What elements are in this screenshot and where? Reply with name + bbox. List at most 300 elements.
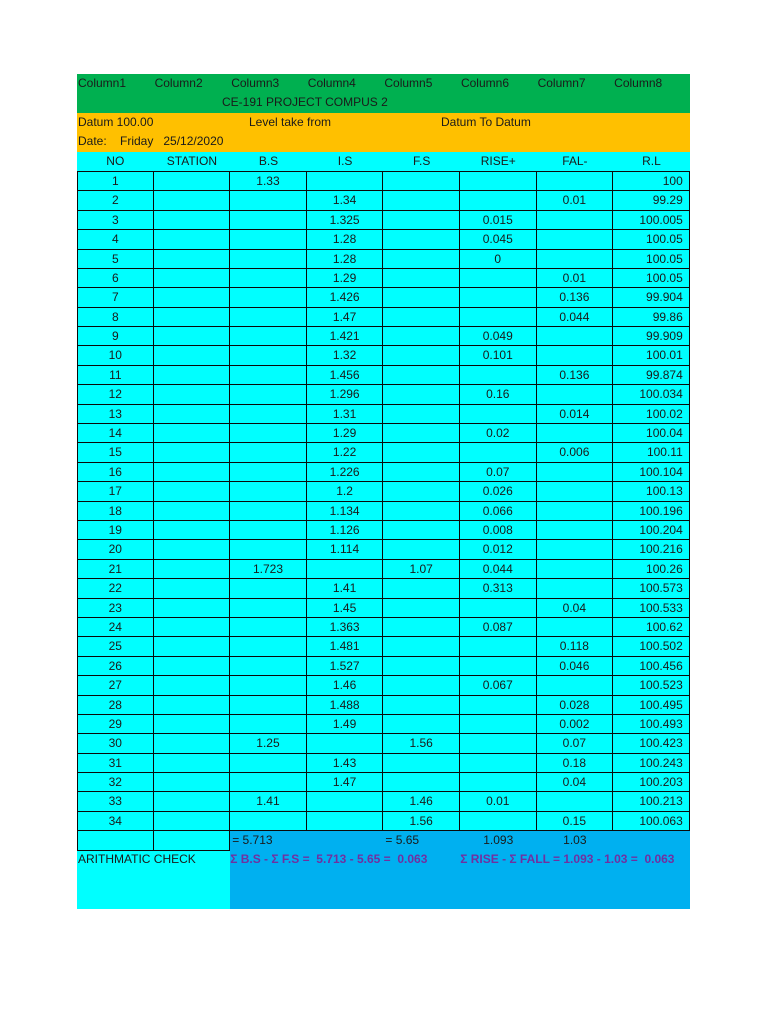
table-row <box>77 308 690 327</box>
cell-bs <box>230 230 307 249</box>
cell-station <box>154 599 231 618</box>
cell-rl: 100.11 <box>613 443 690 462</box>
cell-no: 26 <box>77 657 154 676</box>
column-header-4: Column4 <box>307 76 356 90</box>
cell-is: 1.226 <box>307 463 384 482</box>
cell-station <box>154 657 231 676</box>
cell-station <box>154 288 231 307</box>
cell-no: 33 <box>77 792 154 811</box>
total-rise: 1.093 <box>460 831 537 850</box>
cell-rl: 100.502 <box>613 637 690 656</box>
cell-fs <box>383 327 460 346</box>
cell-fs <box>383 482 460 501</box>
cell-no: 34 <box>77 812 154 831</box>
cell-no: 8 <box>77 308 154 327</box>
cell-bs <box>230 366 307 385</box>
cell-rl: 100.423 <box>613 734 690 753</box>
cell-rise <box>460 715 537 734</box>
table-row <box>77 579 690 598</box>
table-row <box>77 366 690 385</box>
cell-is: 1.527 <box>307 657 384 676</box>
datum-row <box>77 113 690 132</box>
cell-no: 13 <box>77 405 154 424</box>
cell-is: 1.488 <box>307 696 384 715</box>
cell-is: 1.28 <box>307 250 384 269</box>
cell-rise: 0.01 <box>460 792 537 811</box>
table-header-no: NO <box>106 153 125 168</box>
table-row <box>77 250 690 269</box>
cell-bs <box>230 540 307 559</box>
cell-no: 9 <box>77 327 154 346</box>
cell-rl: 100 <box>613 172 690 191</box>
cell-rl: 100.493 <box>613 715 690 734</box>
column-header-row <box>77 74 690 93</box>
cell-station <box>154 482 231 501</box>
cell-bs <box>230 599 307 618</box>
cell-rl: 100.216 <box>613 540 690 559</box>
cell-no: 3 <box>77 211 154 230</box>
table-header-rl: R.L <box>642 153 661 168</box>
cell-rise: 0.087 <box>460 618 537 637</box>
cell-no: 21 <box>77 560 154 579</box>
datum-label: Datum 100.00 <box>78 114 154 129</box>
cell-rise <box>460 637 537 656</box>
data-rows <box>77 172 690 831</box>
cell-rise <box>460 599 537 618</box>
table-row <box>77 696 690 715</box>
cell-fs <box>383 637 460 656</box>
cell-is: 1.32 <box>307 346 384 365</box>
cell-station <box>154 405 231 424</box>
cell-fall <box>537 618 614 637</box>
cell-fall <box>537 172 614 191</box>
cell-is: 1.34 <box>307 191 384 210</box>
cell-fs: 1.56 <box>383 812 460 831</box>
column-header-8: Column8 <box>614 76 663 90</box>
table-row <box>77 618 690 637</box>
column-header-6: Column6 <box>460 76 509 90</box>
table-row <box>77 754 690 773</box>
cell-bs <box>230 482 307 501</box>
cell-station <box>154 308 231 327</box>
table-row <box>77 657 690 676</box>
table-row <box>77 385 690 404</box>
cell-fall: 0.136 <box>537 366 614 385</box>
cell-bs <box>230 463 307 482</box>
cell-fall <box>537 579 614 598</box>
cell-station <box>154 346 231 365</box>
cell-is: 1.49 <box>307 715 384 734</box>
check-bs-fs: Σ B.S - Σ F.S = 5.713 - 5.65 = 0.063 <box>230 851 428 866</box>
table-row <box>77 482 690 501</box>
cell-fs: 1.46 <box>383 792 460 811</box>
cell-is <box>307 172 384 191</box>
table-row <box>77 502 690 521</box>
table-row <box>77 191 690 210</box>
cell-fs <box>383 250 460 269</box>
cell-fall <box>537 346 614 365</box>
cell-bs <box>230 288 307 307</box>
cell-fall: 0.046 <box>537 657 614 676</box>
cell-fs <box>383 773 460 792</box>
cell-is: 1.456 <box>307 366 384 385</box>
cell-station <box>154 560 231 579</box>
cell-bs <box>230 250 307 269</box>
cell-station <box>154 502 231 521</box>
cell-fs <box>383 405 460 424</box>
cell-station <box>154 211 231 230</box>
total-is <box>307 831 384 850</box>
totals-station-cell <box>154 831 231 850</box>
cell-fall: 0.014 <box>537 405 614 424</box>
cell-bs: 1.33 <box>230 172 307 191</box>
cell-is: 1.43 <box>307 754 384 773</box>
cell-no: 18 <box>77 502 154 521</box>
table-row <box>77 463 690 482</box>
date-label: Date: Friday 25/12/2020 <box>78 134 224 149</box>
cell-rl: 100.495 <box>613 696 690 715</box>
cell-fall <box>537 250 614 269</box>
cell-is: 1.47 <box>307 308 384 327</box>
cell-fall: 0.01 <box>537 269 614 288</box>
level-label: Level take from <box>249 114 332 129</box>
cell-rl: 100.104 <box>613 463 690 482</box>
cell-station <box>154 327 231 346</box>
cell-fs <box>383 172 460 191</box>
cell-is: 1.31 <box>307 405 384 424</box>
cell-is <box>307 792 384 811</box>
cell-rise <box>460 288 537 307</box>
cell-rl: 99.909 <box>613 327 690 346</box>
table-row <box>77 405 690 424</box>
cell-no: 11 <box>77 366 154 385</box>
cell-rl: 100.456 <box>613 657 690 676</box>
cell-fall: 0.04 <box>537 599 614 618</box>
cell-station <box>154 715 231 734</box>
cell-bs <box>230 715 307 734</box>
cell-no: 23 <box>77 599 154 618</box>
cell-is: 1.41 <box>307 579 384 598</box>
cell-is: 1.296 <box>307 385 384 404</box>
cell-rise: 0.313 <box>460 579 537 598</box>
cell-rise: 0.044 <box>460 560 537 579</box>
cell-rise <box>460 812 537 831</box>
cell-rl: 100.26 <box>613 560 690 579</box>
cell-fs <box>383 230 460 249</box>
project-title-row <box>77 93 690 112</box>
cell-no: 1 <box>77 172 154 191</box>
cell-rise <box>460 191 537 210</box>
cell-is: 1.426 <box>307 288 384 307</box>
cell-rise: 0.015 <box>460 211 537 230</box>
cell-no: 32 <box>77 773 154 792</box>
cell-fs <box>383 715 460 734</box>
cell-fs <box>383 754 460 773</box>
cell-is: 1.2 <box>307 482 384 501</box>
cell-no: 28 <box>77 696 154 715</box>
table-row <box>77 792 690 811</box>
cell-rl: 100.005 <box>613 211 690 230</box>
table-row <box>77 230 690 249</box>
cell-fs: 1.07 <box>383 560 460 579</box>
cell-bs <box>230 521 307 540</box>
total-rl <box>613 831 690 850</box>
cell-bs <box>230 346 307 365</box>
table-row <box>77 269 690 288</box>
cell-is: 1.29 <box>307 269 384 288</box>
cell-rise <box>460 696 537 715</box>
cell-rise <box>460 754 537 773</box>
cell-is: 1.28 <box>307 230 384 249</box>
cell-station <box>154 424 231 443</box>
cell-fs: 1.56 <box>383 734 460 753</box>
cell-is <box>307 560 384 579</box>
cell-bs <box>230 405 307 424</box>
cell-fall: 0.006 <box>537 443 614 462</box>
cell-fs <box>383 366 460 385</box>
cell-is: 1.22 <box>307 443 384 462</box>
cell-station <box>154 734 231 753</box>
cell-rise: 0.16 <box>460 385 537 404</box>
cell-rise: 0.02 <box>460 424 537 443</box>
cell-fs <box>383 502 460 521</box>
cell-no: 4 <box>77 230 154 249</box>
cell-fs <box>383 676 460 695</box>
cell-station <box>154 463 231 482</box>
arithmetic-check-formulas <box>230 851 690 909</box>
cell-bs <box>230 424 307 443</box>
cell-rl: 100.62 <box>613 618 690 637</box>
table-row <box>77 443 690 462</box>
cell-station <box>154 443 231 462</box>
cell-fs <box>383 424 460 443</box>
cell-fs <box>383 346 460 365</box>
cell-fs <box>383 443 460 462</box>
cell-rl: 100.523 <box>613 676 690 695</box>
cell-no: 2 <box>77 191 154 210</box>
cell-rise: 0.026 <box>460 482 537 501</box>
cell-fs <box>383 599 460 618</box>
cell-bs <box>230 191 307 210</box>
cell-fall: 0.18 <box>537 754 614 773</box>
cell-no: 7 <box>77 288 154 307</box>
date-row <box>77 132 690 151</box>
arithmetic-check-label: ARITHMATIC CHECK <box>77 851 230 909</box>
cell-fall: 0.15 <box>537 812 614 831</box>
cell-bs <box>230 618 307 637</box>
cell-fs <box>383 618 460 637</box>
cell-rise: 0.045 <box>460 230 537 249</box>
cell-station <box>154 773 231 792</box>
cell-fall: 0.028 <box>537 696 614 715</box>
cell-no: 30 <box>77 734 154 753</box>
cell-rise <box>460 269 537 288</box>
table-row <box>77 560 690 579</box>
table-row <box>77 599 690 618</box>
cell-fall <box>537 502 614 521</box>
total-fall: 1.03 <box>537 831 614 850</box>
cell-rise <box>460 773 537 792</box>
cell-rise: 0.066 <box>460 502 537 521</box>
table-row <box>77 424 690 443</box>
cell-no: 19 <box>77 521 154 540</box>
cell-fall <box>537 521 614 540</box>
cell-no: 10 <box>77 346 154 365</box>
cell-rl: 100.034 <box>613 385 690 404</box>
total-fs: = 5.65 <box>383 831 460 850</box>
table-row <box>77 346 690 365</box>
cell-fs <box>383 521 460 540</box>
cell-rl: 100.02 <box>613 405 690 424</box>
cell-rise: 0.101 <box>460 346 537 365</box>
cell-is: 1.45 <box>307 599 384 618</box>
cell-bs <box>230 269 307 288</box>
cell-station <box>154 366 231 385</box>
table-header-bs: B.S <box>258 153 279 168</box>
cell-is <box>307 734 384 753</box>
cell-station <box>154 540 231 559</box>
cell-no: 31 <box>77 754 154 773</box>
totals-row <box>77 831 690 850</box>
project-title: CE-191 PROJECT COMPUS 2 <box>222 95 388 110</box>
cell-rl: 99.904 <box>613 288 690 307</box>
cell-rl: 100.243 <box>613 754 690 773</box>
column-header-1: Column1 <box>78 76 127 90</box>
cell-no: 29 <box>77 715 154 734</box>
cell-fs <box>383 211 460 230</box>
total-bs: = 5.713 <box>230 831 307 850</box>
cell-station <box>154 812 231 831</box>
cell-no: 15 <box>77 443 154 462</box>
table-row <box>77 812 690 831</box>
cell-no: 5 <box>77 250 154 269</box>
cell-rl: 100.203 <box>613 773 690 792</box>
cell-rise: 0.067 <box>460 676 537 695</box>
cell-no: 22 <box>77 579 154 598</box>
cell-station <box>154 172 231 191</box>
column-header-5: Column5 <box>384 76 433 90</box>
cell-fall: 0.04 <box>537 773 614 792</box>
table-row <box>77 773 690 792</box>
cell-bs <box>230 812 307 831</box>
cell-rise <box>460 443 537 462</box>
cell-rl: 100.05 <box>613 250 690 269</box>
cell-bs <box>230 443 307 462</box>
cell-rise: 0.012 <box>460 540 537 559</box>
cell-rl: 100.196 <box>613 502 690 521</box>
cell-fall <box>537 424 614 443</box>
cell-fall <box>537 230 614 249</box>
cell-bs <box>230 327 307 346</box>
cell-bs <box>230 308 307 327</box>
cell-fs <box>383 540 460 559</box>
cell-station <box>154 521 231 540</box>
cell-no: 6 <box>77 269 154 288</box>
cell-bs: 1.41 <box>230 792 307 811</box>
cell-bs <box>230 676 307 695</box>
cell-fall <box>537 482 614 501</box>
cell-rl: 99.874 <box>613 366 690 385</box>
cell-fall <box>537 463 614 482</box>
cell-station <box>154 618 231 637</box>
cell-fall: 0.01 <box>537 191 614 210</box>
cell-fall: 0.002 <box>537 715 614 734</box>
cell-station <box>154 250 231 269</box>
table-header-station: STATION <box>166 153 217 168</box>
cell-rise: 0 <box>460 250 537 269</box>
cell-fs <box>383 308 460 327</box>
cell-fs <box>383 463 460 482</box>
cell-is <box>307 812 384 831</box>
cell-is: 1.481 <box>307 637 384 656</box>
cell-fs <box>383 657 460 676</box>
cell-fall <box>537 385 614 404</box>
cell-rl: 100.204 <box>613 521 690 540</box>
cell-fall <box>537 540 614 559</box>
cell-rl: 100.01 <box>613 346 690 365</box>
cell-fs <box>383 269 460 288</box>
cell-bs <box>230 579 307 598</box>
table-header-fs: F.S <box>413 153 431 168</box>
cell-fs <box>383 191 460 210</box>
cell-is: 1.325 <box>307 211 384 230</box>
cell-rise: 0.07 <box>460 463 537 482</box>
cell-fall <box>537 211 614 230</box>
check-rise-fall: Σ RISE - Σ FALL = 1.093 - 1.03 = 0.063 <box>460 851 675 866</box>
cell-rise <box>460 734 537 753</box>
cell-is: 1.421 <box>307 327 384 346</box>
cell-fall: 0.07 <box>537 734 614 753</box>
cell-station <box>154 269 231 288</box>
cell-station <box>154 754 231 773</box>
cell-fs <box>383 696 460 715</box>
cell-station <box>154 579 231 598</box>
cell-bs <box>230 211 307 230</box>
cell-bs <box>230 657 307 676</box>
table-row <box>77 637 690 656</box>
table-row <box>77 172 690 191</box>
cell-rl: 100.573 <box>613 579 690 598</box>
cell-is: 1.47 <box>307 773 384 792</box>
cell-station <box>154 385 231 404</box>
cell-bs <box>230 502 307 521</box>
cell-is: 1.29 <box>307 424 384 443</box>
spreadsheet <box>77 74 690 909</box>
table-header-fal: FAL- <box>562 153 588 168</box>
cell-bs: 1.25 <box>230 734 307 753</box>
cell-station <box>154 696 231 715</box>
cell-rl: 100.063 <box>613 812 690 831</box>
cell-fall: 0.136 <box>537 288 614 307</box>
cell-fall: 0.118 <box>537 637 614 656</box>
cell-rise: 0.049 <box>460 327 537 346</box>
cell-no: 12 <box>77 385 154 404</box>
cell-no: 25 <box>77 637 154 656</box>
cell-fall <box>537 676 614 695</box>
totals-no-cell <box>77 831 154 850</box>
cell-fall <box>537 560 614 579</box>
cell-bs <box>230 773 307 792</box>
table-row <box>77 327 690 346</box>
cell-bs <box>230 385 307 404</box>
cell-fs <box>383 385 460 404</box>
cell-rl: 99.29 <box>613 191 690 210</box>
cell-is: 1.126 <box>307 521 384 540</box>
table-header-is: I.S <box>337 153 353 168</box>
cell-rl: 100.533 <box>613 599 690 618</box>
cell-rise <box>460 366 537 385</box>
cell-bs: 1.723 <box>230 560 307 579</box>
